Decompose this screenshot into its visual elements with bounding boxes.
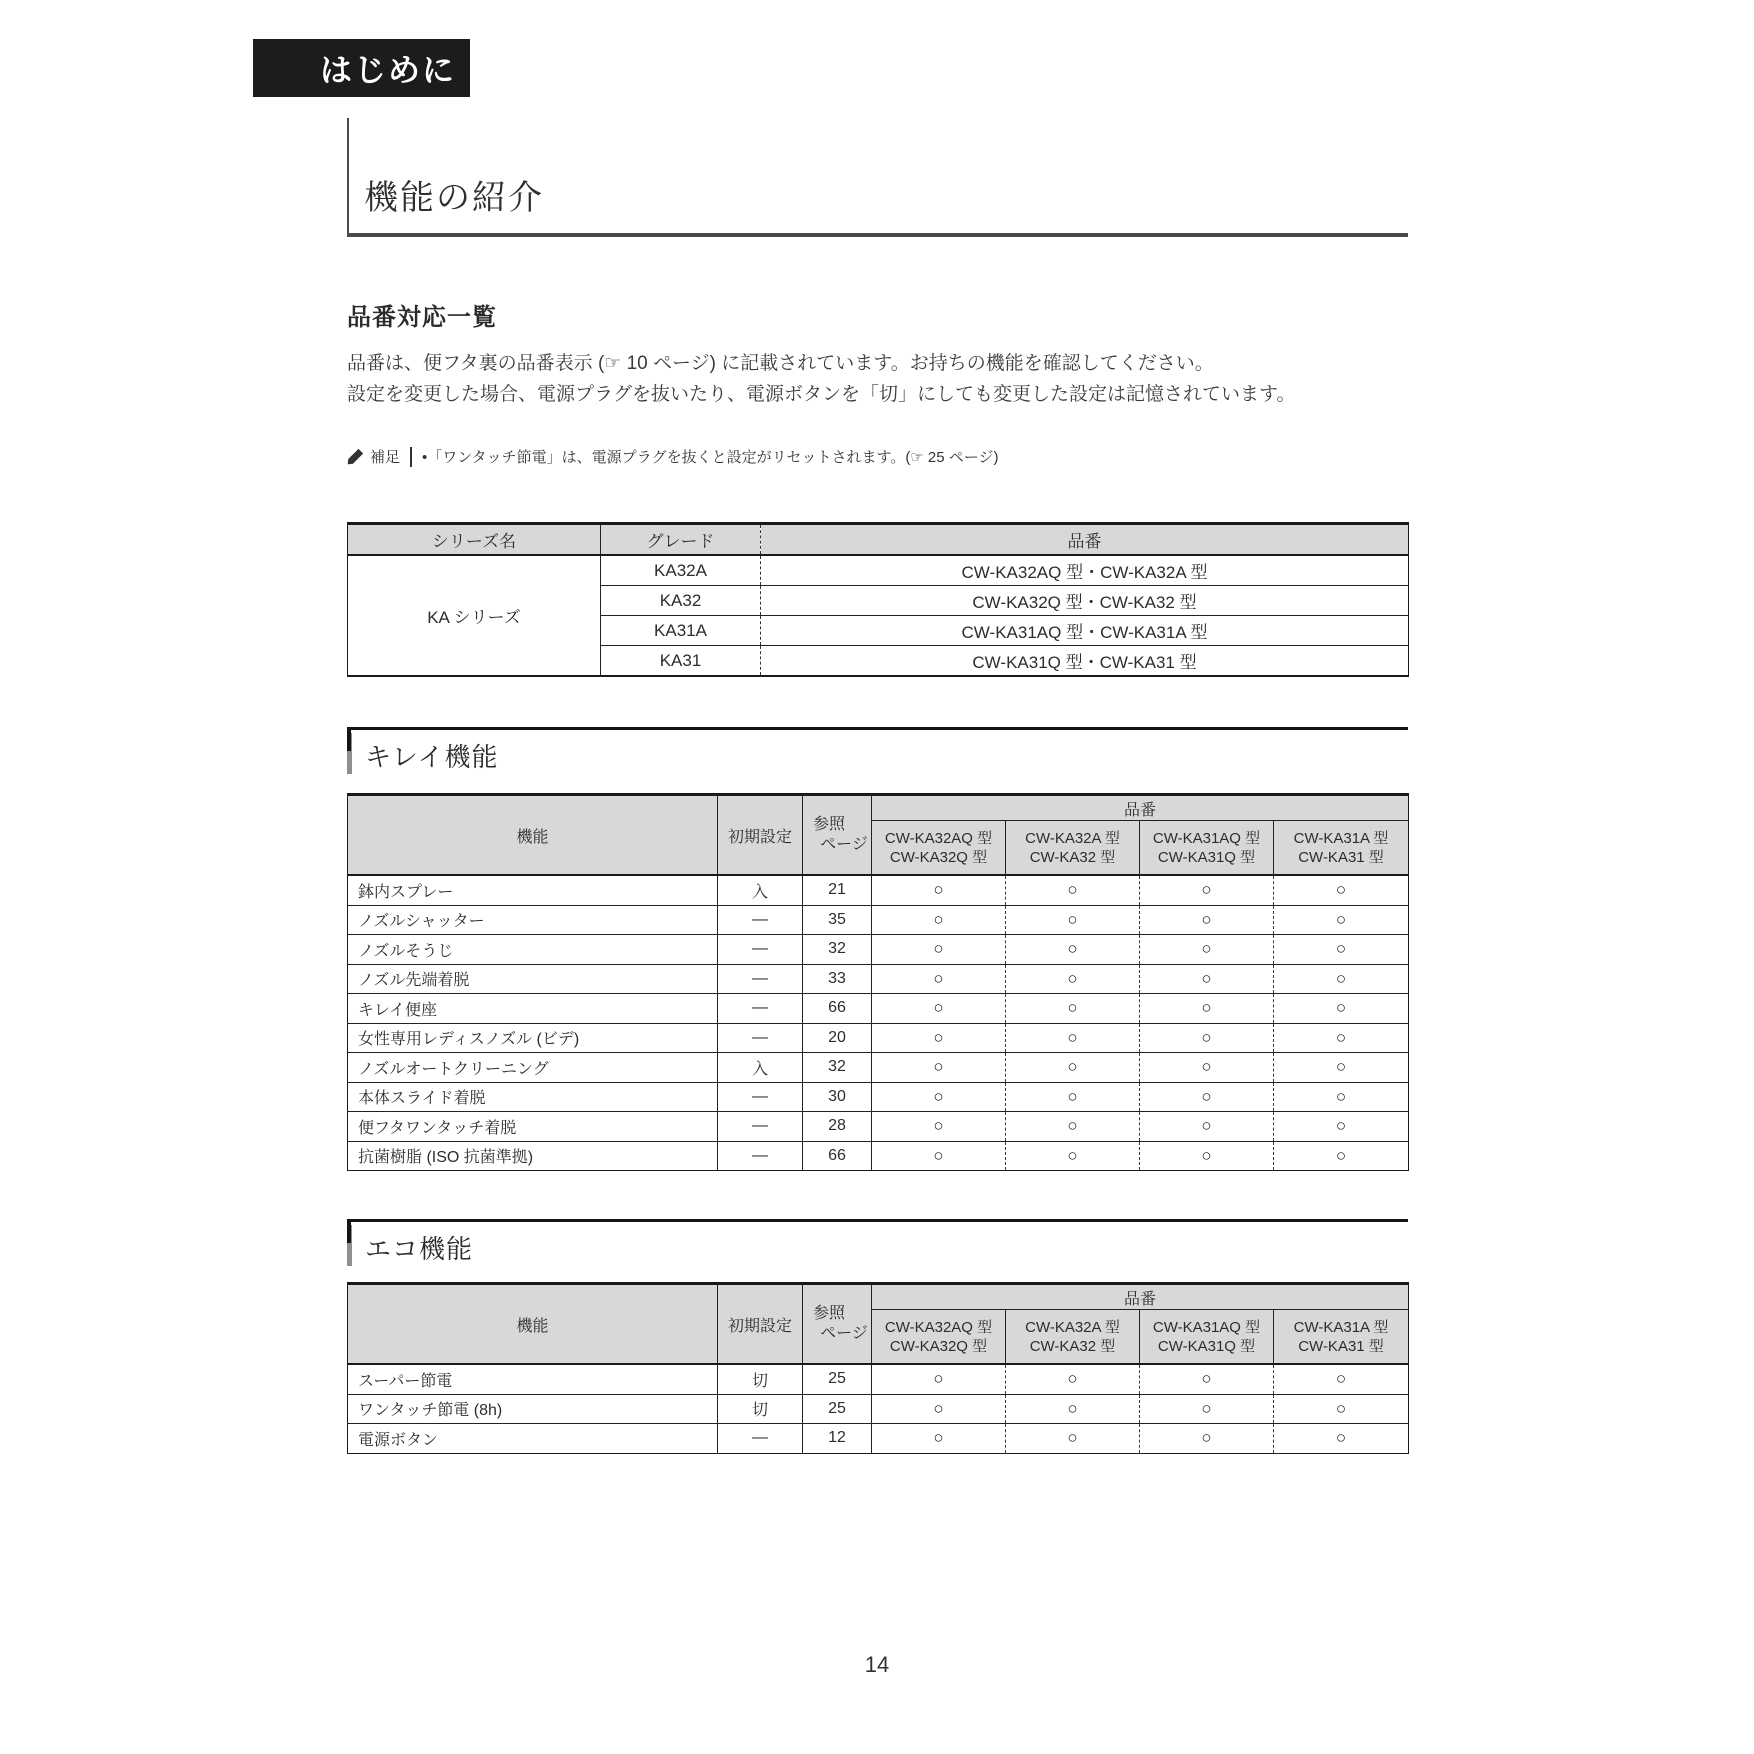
page-cell: 25	[803, 1364, 872, 1394]
function-cell: 本体スライド着脱	[348, 1082, 718, 1112]
page-cell: 33	[803, 964, 872, 994]
intro-paragraph	[347, 348, 1409, 410]
series-table-header-row	[348, 524, 1409, 556]
col-header-model-1	[872, 1310, 1006, 1365]
grade-cell: KA32	[601, 586, 761, 616]
mark-cell: ○	[1140, 994, 1274, 1024]
default-cell: —	[718, 964, 803, 994]
ref-line-2: ページ	[820, 836, 868, 853]
model-line: CW-KA31A 型	[1293, 1318, 1389, 1336]
grade-cell: KA31A	[601, 616, 761, 646]
default-cell: 入	[718, 875, 803, 905]
col-header-part-number: 品番	[872, 795, 1409, 821]
note-label: 補足	[370, 449, 401, 466]
table-row	[348, 905, 1409, 935]
model-line: CW-KA32AQ 型	[884, 1318, 993, 1336]
mark-cell: ○	[1006, 875, 1140, 905]
col-header-function: 機能	[348, 1284, 718, 1365]
note-divider	[410, 447, 412, 467]
function-cell: ノズルシャッター	[348, 905, 718, 935]
function-cell: ワンタッチ節電 (8h)	[348, 1394, 718, 1424]
col-header-model-2	[1006, 821, 1140, 876]
note-text: •「ワンタッチ節電」は、電源プラグを抜くと設定がリセットされます。(☞ 25 ページ)	[422, 449, 999, 466]
mark-cell: ○	[1006, 905, 1140, 935]
default-cell: —	[718, 1082, 803, 1112]
model-line: CW-KA31AQ 型	[1152, 1318, 1261, 1336]
mark-cell: ○	[1006, 1082, 1140, 1112]
col-header-part-number: 品番	[872, 1284, 1409, 1310]
table-row	[348, 964, 1409, 994]
mark-cell: ○	[872, 1424, 1006, 1454]
mark-cell: ○	[1006, 1053, 1140, 1083]
function-cell: 抗菌樹脂 (ISO 抗菌準拠)	[348, 1141, 718, 1171]
model-line: CW-KA32 型	[1029, 1337, 1116, 1355]
intro-line-2: 設定を変更した場合、電源プラグを抜いたり、電源ボタンを「切」にしても変更した設定は記憶されています。	[347, 384, 1296, 405]
model-line: CW-KA32Q 型	[889, 848, 988, 866]
mark-cell: ○	[1274, 1112, 1409, 1142]
part-number-cell: CW-KA31AQ 型・CW-KA31A 型	[761, 616, 1409, 646]
mark-cell: ○	[1140, 1082, 1274, 1112]
page-cell: 12	[803, 1424, 872, 1454]
mark-cell: ○	[872, 1082, 1006, 1112]
page-cell: 35	[803, 905, 872, 935]
eco-table	[347, 1282, 1409, 1454]
mark-cell: ○	[872, 905, 1006, 935]
grade-cell: KA31	[601, 646, 761, 677]
page-cell: 28	[803, 1112, 872, 1142]
eco-heading-text: エコ機能	[365, 1234, 474, 1264]
col-header-default: 初期設定	[718, 1284, 803, 1365]
model-line: CW-KA32 型	[1029, 848, 1116, 866]
mark-cell: ○	[1274, 875, 1409, 905]
mark-cell: ○	[1140, 1112, 1274, 1142]
col-header-function: 機能	[348, 795, 718, 876]
page-number: 14	[864, 1652, 890, 1677]
function-cell: 電源ボタン	[348, 1424, 718, 1454]
default-cell: —	[718, 905, 803, 935]
default-cell: —	[718, 1141, 803, 1171]
table-row	[348, 1424, 1409, 1454]
pencil-icon	[347, 448, 364, 465]
default-cell: —	[718, 994, 803, 1024]
mark-cell: ○	[872, 994, 1006, 1024]
table-row	[348, 875, 1409, 905]
part-number-cell: CW-KA32Q 型・CW-KA32 型	[761, 586, 1409, 616]
mark-cell: ○	[1274, 1424, 1409, 1454]
note-row	[347, 446, 998, 467]
model-line: CW-KA31 型	[1298, 848, 1384, 866]
mark-cell: ○	[872, 1364, 1006, 1394]
col-header-model-3	[1140, 1310, 1274, 1365]
ref-line-1: 参照	[812, 1305, 845, 1322]
default-cell: —	[718, 1112, 803, 1142]
function-cell: ノズル先端着脱	[348, 964, 718, 994]
ref-line-2: ページ	[820, 1325, 868, 1342]
col-header-series: シリーズ名	[348, 524, 601, 556]
mark-cell: ○	[1006, 994, 1140, 1024]
col-header-grade: グレード	[601, 524, 761, 556]
col-header-model-2	[1006, 1310, 1140, 1365]
kirei-table	[347, 793, 1409, 1171]
col-header-model-4	[1274, 1310, 1409, 1365]
model-line: CW-KA31Q 型	[1157, 848, 1256, 866]
function-cell: ノズルオートクリーニング	[348, 1053, 718, 1083]
model-line: CW-KA31A 型	[1293, 829, 1389, 847]
mark-cell: ○	[1140, 1364, 1274, 1394]
mark-cell: ○	[1006, 1424, 1140, 1454]
model-line: CW-KA32AQ 型	[884, 829, 993, 847]
mark-cell: ○	[1006, 1112, 1140, 1142]
mark-cell: ○	[1140, 1394, 1274, 1424]
part-number-cell: CW-KA31Q 型・CW-KA31 型	[761, 646, 1409, 677]
table-row	[348, 1082, 1409, 1112]
table-row	[348, 1394, 1409, 1424]
col-header-ref-page	[803, 795, 872, 876]
col-header-model-4	[1274, 821, 1409, 876]
chapter-tab	[253, 39, 470, 97]
mark-cell: ○	[1140, 964, 1274, 994]
table-row	[348, 1141, 1409, 1171]
mark-cell: ○	[1140, 1141, 1274, 1171]
mark-cell: ○	[1006, 964, 1140, 994]
page-cell: 20	[803, 1023, 872, 1053]
mark-cell: ○	[872, 1141, 1006, 1171]
mark-cell: ○	[1274, 905, 1409, 935]
mark-cell: ○	[1274, 994, 1409, 1024]
mark-cell: ○	[872, 1394, 1006, 1424]
section-heading-eco	[347, 1219, 1408, 1272]
mark-cell: ○	[1274, 1053, 1409, 1083]
model-line: CW-KA32A 型	[1025, 1318, 1120, 1336]
section-heading-part-numbers: 品番対応一覧	[347, 304, 497, 331]
page-cell: 32	[803, 1053, 872, 1083]
mark-cell: ○	[1006, 935, 1140, 965]
default-cell: —	[718, 1424, 803, 1454]
kirei-header-row-1	[348, 795, 1409, 821]
mark-cell: ○	[1140, 1424, 1274, 1454]
mark-cell: ○	[872, 1053, 1006, 1083]
default-cell: 入	[718, 1053, 803, 1083]
table-row	[348, 1112, 1409, 1142]
series-table	[347, 522, 1409, 677]
mark-cell: ○	[872, 935, 1006, 965]
eco-header-row-1	[348, 1284, 1409, 1310]
mark-cell: ○	[1274, 1023, 1409, 1053]
function-cell: 便フタワンタッチ着脱	[348, 1112, 718, 1142]
table-row	[348, 935, 1409, 965]
col-header-part-number: 品番	[761, 524, 1409, 556]
page-cell: 66	[803, 994, 872, 1024]
table-row	[348, 1023, 1409, 1053]
mark-cell: ○	[872, 964, 1006, 994]
function-cell: スーパー節電	[348, 1364, 718, 1394]
mark-cell: ○	[1006, 1023, 1140, 1053]
col-header-ref-page	[803, 1284, 872, 1365]
page-cell: 30	[803, 1082, 872, 1112]
page-cell: 25	[803, 1394, 872, 1424]
mark-cell: ○	[1274, 1082, 1409, 1112]
model-line: CW-KA32Q 型	[889, 1337, 988, 1355]
chapter-tab-label: はじめに	[319, 52, 456, 88]
table-row	[348, 1053, 1409, 1083]
grade-cell: KA32A	[601, 555, 761, 586]
ref-line-1: 参照	[812, 816, 845, 833]
series-name-cell: KA シリーズ	[427, 608, 521, 627]
function-cell: 女性専用レディスノズル (ビデ)	[348, 1023, 718, 1053]
model-line: CW-KA31 型	[1298, 1337, 1384, 1355]
section-heading-kirei	[347, 727, 1408, 780]
table-row	[348, 555, 1409, 586]
mark-cell: ○	[872, 1023, 1006, 1053]
mark-cell: ○	[1140, 935, 1274, 965]
function-cell: キレイ便座	[348, 994, 718, 1024]
mark-cell: ○	[1140, 905, 1274, 935]
mark-cell: ○	[1140, 1053, 1274, 1083]
mark-cell: ○	[872, 1112, 1006, 1142]
mark-cell: ○	[1274, 1394, 1409, 1424]
mark-cell: ○	[1006, 1394, 1140, 1424]
table-row	[348, 1364, 1409, 1394]
part-number-cell: CW-KA32AQ 型・CW-KA32A 型	[761, 555, 1409, 586]
mark-cell: ○	[1140, 1023, 1274, 1053]
default-cell: 切	[718, 1364, 803, 1394]
page-cell: 21	[803, 875, 872, 905]
intro-line-1: 品番は、便フタ裏の品番表示 (☞ 10 ページ) に記載されています。お持ちの機能を確認してください。	[347, 353, 1214, 374]
mark-cell: ○	[1274, 935, 1409, 965]
model-line: CW-KA31Q 型	[1157, 1337, 1256, 1355]
function-cell: 鉢内スプレー	[348, 875, 718, 905]
mark-cell: ○	[1140, 875, 1274, 905]
mark-cell: ○	[1274, 964, 1409, 994]
default-cell: —	[718, 1023, 803, 1053]
col-header-default: 初期設定	[718, 795, 803, 876]
kirei-heading-text: キレイ機能	[365, 742, 499, 772]
page-cell: 32	[803, 935, 872, 965]
col-header-model-3	[1140, 821, 1274, 876]
page-cell: 66	[803, 1141, 872, 1171]
mark-cell: ○	[1274, 1141, 1409, 1171]
default-cell: 切	[718, 1394, 803, 1424]
mark-cell: ○	[1006, 1141, 1140, 1171]
model-line: CW-KA31AQ 型	[1152, 829, 1261, 847]
model-line: CW-KA32A 型	[1025, 829, 1120, 847]
col-header-model-1	[872, 821, 1006, 876]
mark-cell: ○	[872, 875, 1006, 905]
title-block	[347, 118, 1408, 237]
function-cell: ノズルそうじ	[348, 935, 718, 965]
table-row	[348, 994, 1409, 1024]
default-cell: —	[718, 935, 803, 965]
page-title: 機能の紹介	[364, 179, 544, 217]
mark-cell: ○	[1006, 1364, 1140, 1394]
mark-cell: ○	[1274, 1364, 1409, 1394]
